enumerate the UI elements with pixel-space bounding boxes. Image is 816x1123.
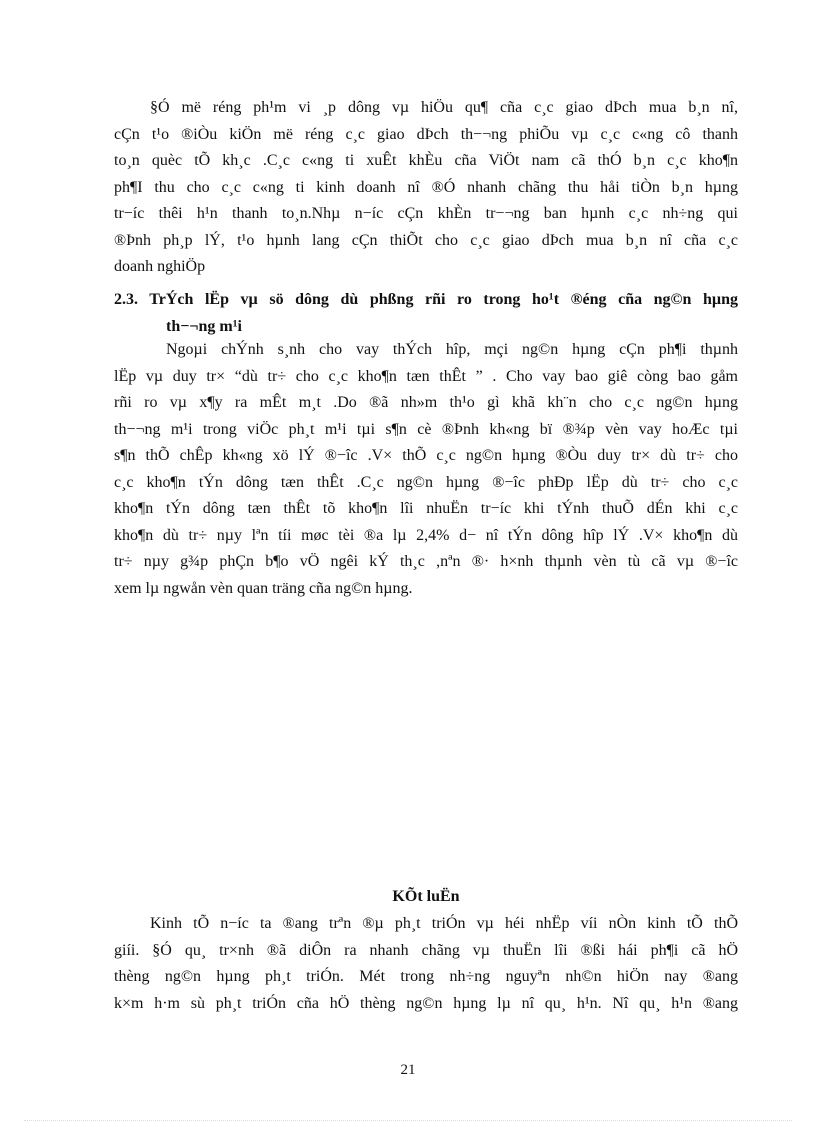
text-line: cÇn t¹o ®iÒu kiÖn më réng c¸c giao dÞch th−¬ng phiÕu vµ c¸c c«ng cô thanh [114, 125, 738, 143]
conclusion-section [114, 883, 738, 911]
text-line: c¸c kho¶n tÝn dông tæn thÊt .C¸c ng©n hµng ®−îc phÐp lËp dù tr÷ cho c¸c [114, 473, 738, 491]
text-line: §Ó më réng ph¹m vi ¸p dông vµ hiÖu qu¶ cña c¸c giao dÞch mua b¸n nî, [150, 99, 738, 116]
text-line: Kinh tÕ n−íc ta ®ang trªn ®µ ph¸t triÓn vµ héi nhËp víi nÒn kinh tÕ thÕ [150, 915, 738, 932]
text-line: giíi. §Ó qu¸ tr×nh ®ã diÔn ra nhanh chãng vµ thuËn lîi ®ßi hái ph¶i cã hÖ [114, 941, 738, 959]
text-line: ®Þnh ph¸p lÝ, t¹o hµnh lang cÇn thiÕt cho c¸c giao dÞch mua b¸n nî cña c¸c [114, 231, 738, 249]
conclusion-title: KÕt luËn [392, 888, 460, 905]
text-line: s¶n thÕ chÊp kh«ng xö lÝ ®−îc .V× thÕ c¸c ng©n hµng ®Òu duy tr× dù tr÷ cho [114, 447, 738, 464]
paragraph-risk-reserve [114, 337, 738, 602]
text-line: tr÷ nµy g¾p phÇn b¶o vÖ ngêi kÝ th¸c ,nªn ®· h×nh thµnh vèn tù cã vµ ®−îc [114, 553, 738, 570]
text-line: kho¶n tÝn dông tæn thÊt tõ kho¶n lîi nhuËn tr−íc khi tÝnh thuÕ dÉn khi c¸c [114, 500, 738, 517]
text-line: to¸n quèc tÕ kh¸c .C¸c c«ng ti xuÊt khÈu cña ViÖt nam cã thÓ b¸n c¸c kho¶n [114, 152, 738, 169]
text-line: th−¬ng m¹i trong viÖc ph¸t m¹i tµi s¶n cè ®Þnh kh«ng bï ®¾p vèn vay hoÆc tµi [114, 420, 738, 438]
text-line: thèng ng©n hµng ph¸t triÓn. Mét trong nh÷ng nguyªn nh©n hiÖn nay ®ang [114, 968, 738, 985]
heading-line: th−¬ng m¹i [166, 317, 242, 335]
text-line: kho¶n dù tr÷ nµy lªn tíi møc tèi ®a lµ 2,4% d− nî tÝn dông hîp lÝ .V× kho¶n dù [114, 526, 738, 544]
heading-line: 2.3. TrÝch lËp vµ sö dông dù phßng rñi ro trong ho¹t ®éng cña ng©n hµng [114, 291, 738, 308]
text-line: k×m h·m sù ph¸t triÓn cña hÖ thèng ng©n hµng lµ nî qu¸ h¹n. Nî qu¸ h¹n ®ang [114, 994, 738, 1012]
paragraph-debt-trading [114, 95, 738, 281]
page-number: 21 [400, 1062, 416, 1078]
text-line: rñi ro vµ x¶y ra mÊt m¸t .Do ®ã nh»m th¹o gì khã kh¨n cho c¸c ng©n hµng [114, 394, 738, 411]
section-heading-2-3 [114, 287, 738, 340]
text-line: lËp vµ duy tr× “dù tr÷ cho c¸c kho¶n tæn thÊt ” . Cho vay bao giê còng bao gåm [114, 367, 738, 385]
paragraph-conclusion [114, 911, 738, 1017]
text-line: Ngoµi chÝnh s¸nh cho vay thÝch hîp, mçi ng©n hµng cÇn ph¶i thµnh [166, 341, 738, 358]
page-bottom-divider [24, 1120, 792, 1121]
text-line: ph¶I thu cho c¸c c«ng ti kinh doanh nî ®Ó nhanh chãng thu håi tiÒn b¸n hµng [114, 178, 738, 196]
text-line: doanh nghiÖp [114, 258, 206, 275]
text-line: tr−íc thêi h¹n thanh to¸n.Nhµ n−íc cÇn khÈn tr−¬ng ban hµnh c¸c nh÷ng qui [114, 205, 738, 222]
text-line: xem lµ ngwån vèn quan träng cña ng©n hµng. [114, 579, 413, 597]
